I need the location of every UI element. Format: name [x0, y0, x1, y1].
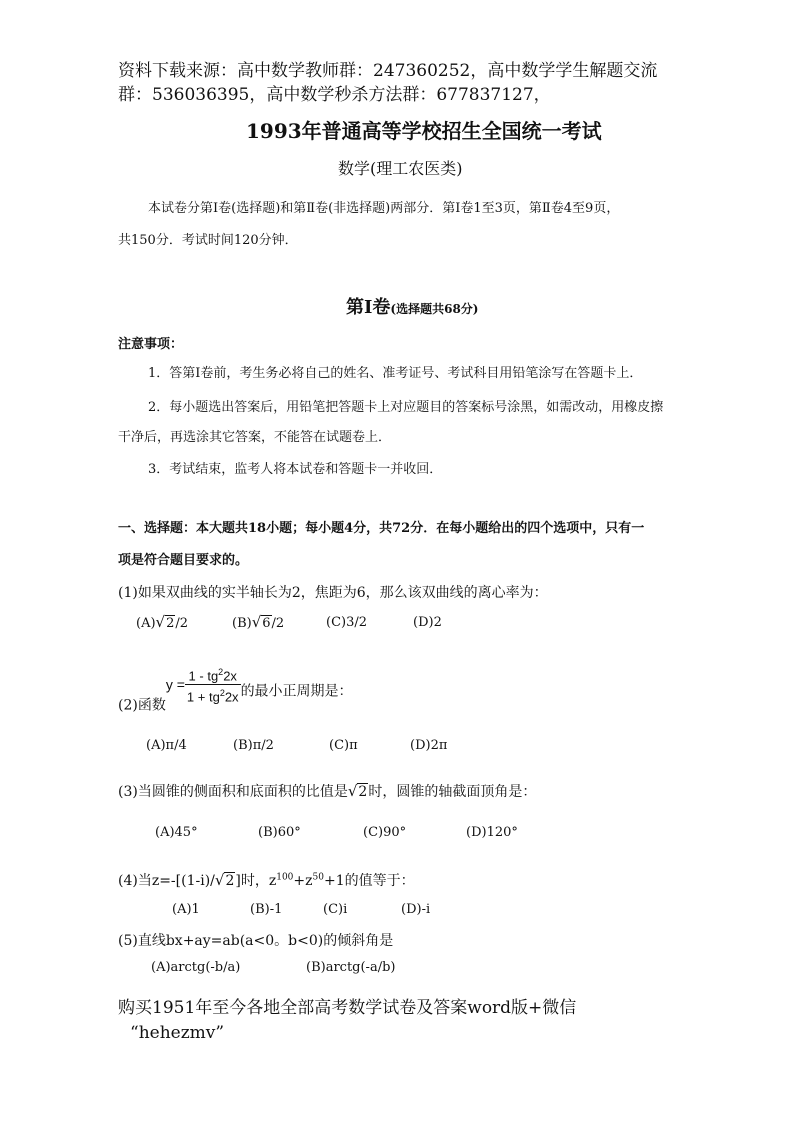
- intro-line-2: 共150分．考试时间120分钟．: [118, 233, 298, 248]
- q1-option-c: (C)3/2: [326, 615, 368, 630]
- footer-line-2: “hehezmv”: [130, 1023, 225, 1043]
- q2-den-text: 1 + tg: [186, 689, 220, 705]
- q5-option-a: (A)arctg(-b/a): [151, 960, 241, 975]
- q4-option-a: (A)1: [172, 902, 200, 917]
- q5-stem: (5)直线bx+ay=ab(a<0。b<0)的倾斜角是: [118, 933, 394, 949]
- q1-option-d: (D)2: [413, 615, 442, 630]
- q2-num-text: 1 - tg: [188, 668, 219, 684]
- q2-prefix: (2)函数: [118, 697, 166, 714]
- sqrt-symbol: √2: [214, 871, 235, 889]
- q1-option-b-suffix: /2: [271, 616, 285, 631]
- exam-title: 1993年普通高等学校招生全国统一考试: [246, 119, 602, 143]
- q2-stem: [118, 664, 353, 714]
- exam-subtitle: 数学(理工农医类): [338, 159, 463, 178]
- q3-stem-post: 时，圆锥的轴截面顶角是：: [368, 784, 537, 800]
- q4-stem-mid: ]时，z: [235, 873, 277, 889]
- q1-stem: (1)如果双曲线的实半轴长为2，焦距为6，那么该双曲线的离心率为：: [118, 585, 548, 601]
- header-line-2: 群：536036395，高中数学秒杀方法群：677837127，: [118, 85, 551, 105]
- section1-line-2: 项是符合题目要求的。: [118, 553, 249, 568]
- section1-line-1: 一、选择题：本大题共18小题；每小题4分，共72分．在每小题给出的四个选项中，只有一: [118, 521, 645, 536]
- q4-option-d: (D)-i: [401, 902, 431, 917]
- part1-heading-main: 第Ⅰ卷: [346, 297, 391, 318]
- q1-option-a-prefix: (A): [136, 616, 156, 631]
- q5-option-b: (B)arctg(-a/b): [306, 960, 396, 975]
- notice-item-2-line-1: 2．每小题选出答案后，用铅笔把答题卡上对应题目的答案标号涂黑，如需改动，用橡皮擦: [148, 400, 664, 415]
- q2-option-d: (D)2π: [410, 738, 448, 753]
- q4-radicand: 2: [225, 873, 235, 889]
- q4-exponent-2: 50: [312, 872, 324, 883]
- q2-den-tail: 2x: [224, 689, 239, 705]
- q1-option-a-suffix: /2: [175, 616, 189, 631]
- q2-option-c: (C)π: [329, 738, 358, 753]
- q4-stem: [118, 870, 415, 890]
- q2-numerator: [185, 664, 241, 685]
- q2-option-b: (B)π/2: [233, 738, 274, 753]
- notice-label: 注意事项：: [118, 337, 184, 352]
- footer-line-1: 购买1951年至今各地全部高考数学试卷及答案word版+微信: [118, 998, 577, 1018]
- q3-stem-pre: (3)当圆锥的侧面积和底面积的比值是: [118, 784, 348, 800]
- notice-item-1: 1．答第Ⅰ卷前，考生务必将自己的姓名、准考证号、考试科目用铅笔涂写在答题卡上．: [148, 366, 643, 381]
- q3-radicand: 2: [358, 784, 368, 800]
- q2-den-sup: 2: [219, 688, 225, 699]
- part1-heading: [346, 293, 478, 319]
- q2-num-sup: 2: [218, 667, 224, 677]
- q2-suffix: 的最小正周期是：: [240, 683, 353, 700]
- q4-stem-mid-2: +z: [293, 873, 313, 889]
- q3-option-a: (A)45°: [155, 825, 198, 840]
- q4-exponent-1: 100: [276, 872, 294, 883]
- q3-option-b: (B)60°: [258, 825, 301, 840]
- q4-stem-pre: (4)当z=-[(1-i)/: [118, 873, 215, 889]
- sqrt-symbol: √2: [347, 782, 368, 800]
- q2-y-equals: y =: [165, 676, 185, 693]
- part1-heading-note: (选择题共68分): [390, 302, 479, 316]
- q3-option-c: (C)90°: [363, 825, 407, 840]
- notice-item-2-line-2: 干净后，再选涂其它答案，不能答在试题卷上．: [118, 430, 392, 445]
- q4-option-b: (B)-1: [250, 902, 283, 917]
- sqrt-symbol: √2: [155, 613, 175, 631]
- q3-option-d: (D)120°: [466, 825, 518, 840]
- q1-option-b-prefix: (B): [232, 616, 252, 631]
- header-line-1: 资料下载来源：高中数学教师群：247360252，高中数学学生解题交流: [118, 61, 658, 81]
- q1-option-b: [232, 613, 284, 631]
- q1-option-a: [136, 613, 188, 631]
- notice-item-3: 3．考试结束，监考人将本试卷和答题卡一并收回．: [148, 462, 443, 477]
- q4-option-c: (C)i: [323, 902, 348, 917]
- intro-line-1: 本试卷分第Ⅰ卷(选择题)和第Ⅱ卷(非选择题)两部分．第Ⅰ卷1至3页，第Ⅱ卷4至9页，: [148, 201, 620, 216]
- q4-stem-post: +1的值等于：: [323, 873, 415, 889]
- q2-fraction: [185, 664, 241, 706]
- q2-option-a: (A)π/4: [146, 738, 187, 753]
- q3-stem: [118, 781, 536, 801]
- sqrt-symbol: √6: [251, 613, 271, 631]
- q2-num-tail: 2x: [223, 668, 237, 684]
- q1-option-a-radicand: 2: [166, 616, 175, 631]
- q1-option-b-radicand: 6: [262, 616, 271, 631]
- q2-denominator: [185, 685, 241, 705]
